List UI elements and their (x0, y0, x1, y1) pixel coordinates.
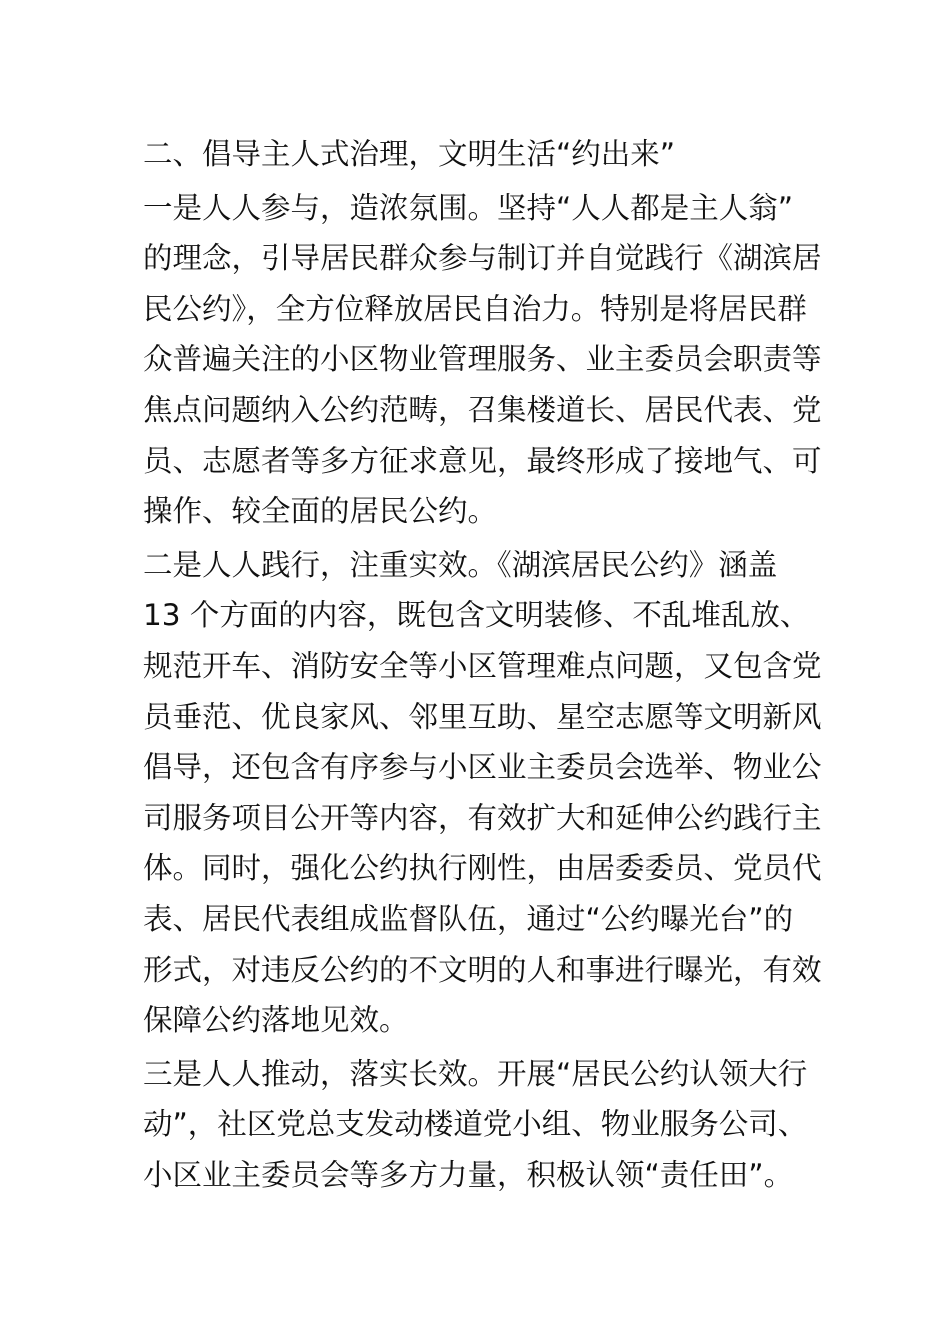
paragraph-2 (143, 540, 823, 1046)
paragraph-line: 小区业主委员会等多方力量，积极认领“责任田”。 (143, 1157, 794, 1192)
heading-line: 二、倡导主人式治理，文明生活“约出来” (143, 137, 676, 171)
document-body (143, 129, 823, 1200)
paragraph-line: 一是人人参与，造浓氛围。坚持“人人都是主人翁” (143, 190, 794, 225)
paragraph-line: 体。同时，强化公约执行刚性，由居委委员、党员代 (143, 851, 822, 886)
paragraph-line: 13 个方面的内容，既包含文明装修、不乱堆乱放、 (143, 598, 810, 633)
paragraph-line: 员垂范、优良家风、邻里互助、星空志愿等文明新风 (143, 699, 822, 734)
paragraph-line: 司服务项目公开等内容，有效扩大和延伸公约践行主 (143, 800, 822, 835)
paragraph-line: 保障公约落地见效。 (143, 1003, 409, 1038)
paragraph-line: 的理念，引导居民群众参与制订并自觉践行《湖滨居 (143, 241, 822, 276)
paragraph-line: 倡导，还包含有序参与小区业主委员会选举、物业公 (143, 750, 822, 785)
paragraph-3 (143, 1049, 823, 1201)
paragraph-line: 规范开车、消防安全等小区管理难点问题，又包含党 (143, 648, 822, 683)
paragraph-line: 员、志愿者等多方征求意见，最终形成了接地气、可 (143, 443, 822, 478)
paragraph-line: 焦点问题纳入公约范畴，召集楼道长、居民代表、党 (143, 392, 822, 427)
paragraph-line: 民公约》，全方位释放居民自治力。特别是将居民群 (143, 291, 807, 326)
paragraph-line: 二是人人践行，注重实效。《湖滨居民公约》涵盖 (143, 547, 778, 582)
paragraph-line: 形式，对违反公约的不文明的人和事进行曝光，有效 (143, 952, 822, 987)
paragraph-line: 三是人人推动，落实长效。开展“居民公约认领大行 (143, 1056, 808, 1091)
paragraph-line: 表、居民代表组成监督队伍，通过“公约曝光台”的 (143, 901, 794, 936)
paragraph-line: 动”，社区党总支发动楼道党小组、物业服务公司、 (143, 1107, 808, 1142)
paragraph-1 (143, 183, 823, 537)
paragraph-line: 操作、较全面的居民公约。 (143, 494, 498, 529)
paragraph-line: 众普遍关注的小区物业管理服务、业主委员会职责等 (143, 342, 822, 377)
section-heading (143, 129, 823, 180)
